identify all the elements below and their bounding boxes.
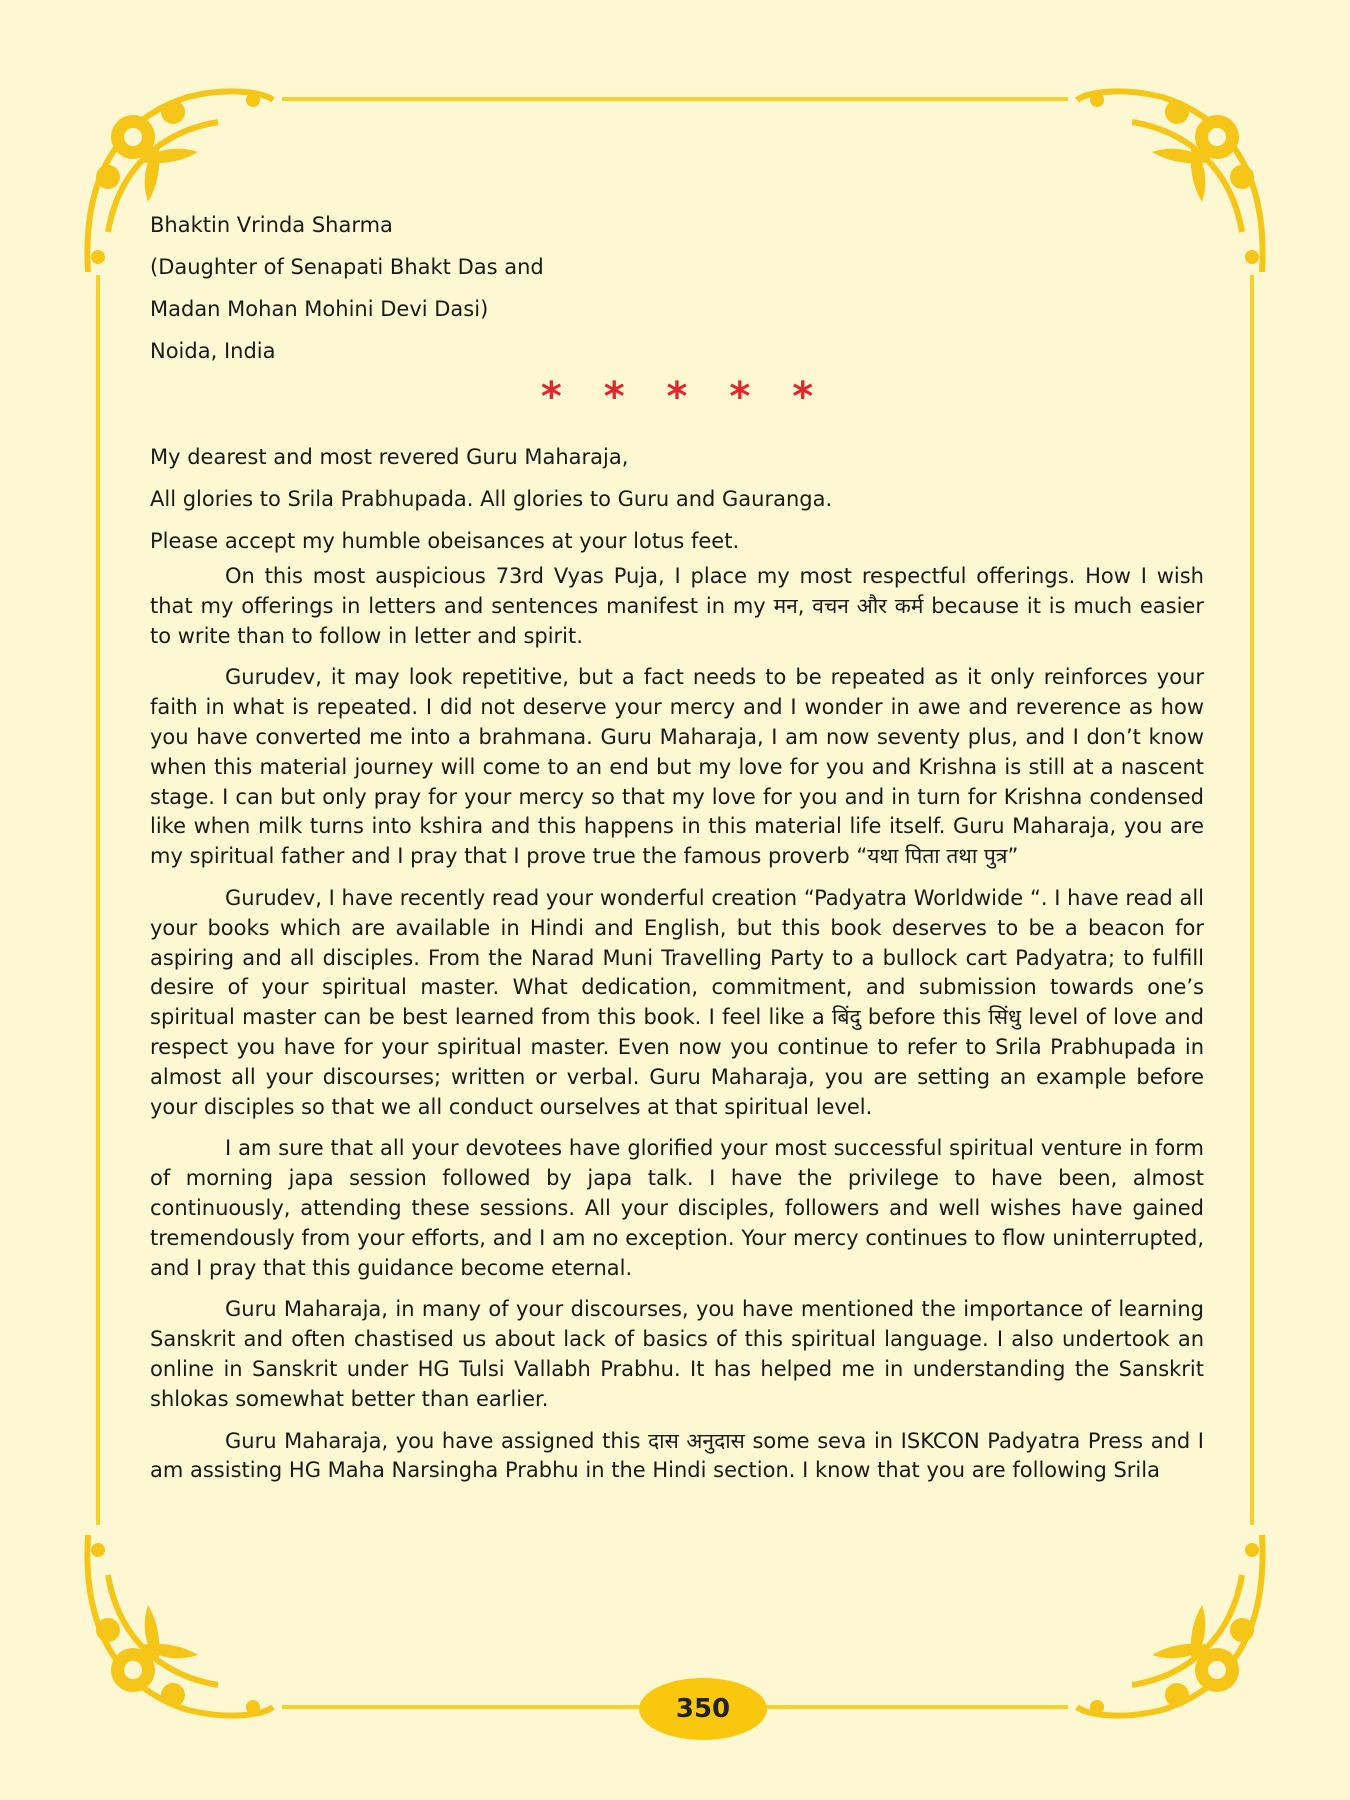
sender-block	[150, 204, 1204, 372]
sender-name: Bhaktin Vrinda Sharma	[150, 213, 393, 237]
frame-right-line	[1250, 275, 1254, 1525]
sender-relation-line-2: Madan Mohan Mohini Devi Dasi)	[150, 297, 489, 321]
paragraph: Guru Maharaja, in many of your discourses, you have mentioned the importance of learning Sanskrit and often chastised us about lack of basics of this spiritual language. I also undertook an online in Sanskrit under HG Tulsi Vallabh Prabhu. It has helped me in understanding the Sanskrit shlokas somewhat better than earlier.	[150, 1297, 1204, 1411]
corner-ornament-bottom-right	[1072, 1525, 1272, 1725]
frame-top-line	[282, 97, 1068, 101]
greeting-block	[150, 436, 1204, 562]
obeisances-line: Please accept my humble obeisances at your lotus feet.	[150, 529, 740, 553]
sender-location: Noida, India	[150, 339, 276, 363]
star-separator: * * * * *	[540, 374, 828, 420]
paragraph: Guru Maharaja, you have assigned this दास अनुदास some seva in ISKCON Padyatra Press and I am assisting HG Maha Narsingha Prabhu in the Hindi section. I know that you are following Srila	[150, 1428, 1204, 1483]
paragraph: I am sure that all your devotees have glorified your most successful spiritual venture in form of morning japa session followed by japa talk. I have the privilege to have been, almost continuously, attending these sessions. All your disciples, followers and well wishes have gained tremendously from your efforts, and I am no exception. Your mercy continues to flow uninterrupted, and I pray that this guidance become eternal.	[150, 1136, 1204, 1280]
frame-left-line	[96, 275, 100, 1525]
page-number: 350	[675, 1694, 731, 1724]
corner-ornament-bottom-left	[78, 1525, 278, 1725]
glories-line: All glories to Srila Prabhupada. All glories to Guru and Gauranga.	[150, 487, 833, 511]
salutation: My dearest and most revered Guru Maharaja,	[150, 445, 629, 469]
letter-content	[150, 204, 1204, 1498]
paragraph: On this most auspicious 73rd Vyas Puja, I place my most respectful offerings. How I wish that my offerings in letters and sentences manifest in my मन, वचन और कर्म because it is much easier to write than to follow in letter and spirit.	[150, 564, 1204, 648]
sender-relation-line-1: (Daughter of Senapati Bhakt Das and	[150, 255, 544, 279]
page-number-badge	[639, 1678, 767, 1740]
paragraph: Gurudev, it may look repetitive, but a fact needs to be repeated as it only reinforces your faith in what is repeated. I did not deserve your mercy and I wonder in awe and reverence as how you have converted me into a brahmana. Guru Maharaja, I am now seventy plus, and I don’t know when this material journey will come to an end but my love for you and Krishna is still at a nascent stage. I can but only pray for your mercy so that my love for you and in turn for Krishna condensed like when milk turns into kshira and this happens in this material life itself. Guru Maharaja, you are my spiritual father and I pray that I prove true the famous proverb “यथा पिता तथा पुत्र”	[150, 665, 1204, 869]
paragraph: Gurudev, I have recently read your wonderful creation “Padyatra Worldwide “. I have read all your books which are available in Hindi and English, but this book deserves to be a beacon for aspiring and all disciples. From the Narad Muni Travelling Party to a bullock cart Padyatra; to fulfill desire of your spiritual master. What dedication, commitment, and submission towards one’s spiritual master can be best learned from this book. I feel like a बिंदु before this सिंधु level of love and respect you have for your spiritual master. Even now you continue to refer to Srila Prabhupada in almost all your discourses; written or verbal. Guru Maharaja, you are setting an example before your disciples so that we all conduct ourselves at that spiritual level.	[150, 885, 1204, 1119]
